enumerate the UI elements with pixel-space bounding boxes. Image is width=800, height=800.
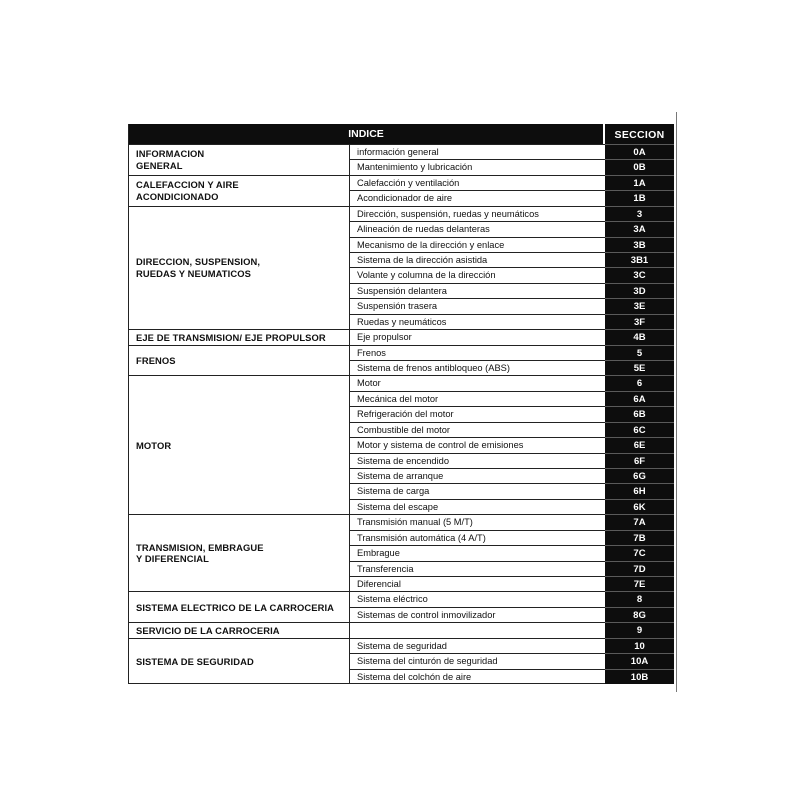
index-entry: Diferencial [349, 576, 605, 591]
section-code: 7B [605, 530, 674, 545]
section-code: 6C [605, 422, 674, 437]
header-seccion: SECCION [614, 129, 665, 141]
table-header [129, 124, 674, 144]
section-code: 3B1 [605, 252, 674, 267]
index-entry: Transmisión automática (4 A/T) [349, 530, 605, 545]
section-code: 8G [605, 607, 674, 622]
index-entry: Ruedas y neumáticos [349, 314, 605, 329]
index-entry: Acondicionador de aire [349, 190, 605, 205]
index-entry: Sistema eléctrico [349, 591, 605, 606]
index-entry: Calefacción y ventilación [349, 175, 605, 190]
index-entry: Transmisión manual (5 M/T) [349, 514, 605, 529]
section-code: 6E [605, 437, 674, 452]
section-code: 3C [605, 267, 674, 282]
section-code: 7C [605, 545, 674, 560]
index-entry: Dirección, suspensión, ruedas y neumáticos [349, 206, 605, 221]
section-code: 6G [605, 468, 674, 483]
index-entry: Mecanismo de la dirección y enlace [349, 237, 605, 252]
section-code: 4B [605, 329, 674, 344]
section-code: 1A [605, 175, 674, 190]
group-cell [129, 375, 349, 514]
index-entry: Suspensión trasera [349, 298, 605, 313]
index-entry: Sistemas de control inmovilizador [349, 607, 605, 622]
section-code: 9 [605, 622, 674, 637]
index-entry: Embrague [349, 545, 605, 560]
section-code: 6K [605, 499, 674, 514]
section-code: 3 [605, 206, 674, 221]
group-label: SERVICIO DE LA CARROCERIA [136, 624, 280, 636]
index-entry: Sistema de seguridad [349, 638, 605, 653]
section-code: 6H [605, 483, 674, 498]
section-code: 7E [605, 576, 674, 591]
index-entry: Sistema de la dirección asistida [349, 252, 605, 267]
page-edge-line [676, 112, 677, 692]
section-code: 5E [605, 360, 674, 375]
index-entry: Sistema del colchón de aire [349, 669, 605, 684]
index-entry: Mantenimiento y lubricación [349, 159, 605, 174]
index-entry: Combustible del motor [349, 422, 605, 437]
section-code: 6B [605, 406, 674, 421]
group-label: INFORMACION GENERAL [136, 148, 205, 171]
section-code: 7D [605, 561, 674, 576]
section-code: 3E [605, 298, 674, 313]
section-code: 3D [605, 283, 674, 298]
index-table [128, 124, 673, 684]
index-entry: Sistema de frenos antibloqueo (ABS) [349, 360, 605, 375]
section-code: 8 [605, 591, 674, 606]
index-entry: Sistema del cinturón de seguridad [349, 653, 605, 668]
section-code: 10 [605, 638, 674, 653]
group-cell [129, 591, 349, 622]
index-entry [349, 622, 605, 637]
index-entry: Motor [349, 375, 605, 390]
section-code: 5 [605, 345, 674, 360]
index-entry: información general [349, 144, 605, 159]
group-cell [129, 175, 349, 206]
group-cell [129, 638, 349, 684]
index-entry: Sistema de encendido [349, 453, 605, 468]
index-entry: Eje propulsor [349, 329, 605, 344]
group-label: SISTEMA ELECTRICO DE LA CARROCERIA [136, 601, 335, 613]
index-entry: Motor y sistema de control de emisiones [349, 437, 605, 452]
group-cell [129, 514, 349, 591]
group-label: DIRECCION, SUSPENSION, RUEDAS Y NEUMATICOS [136, 256, 261, 279]
section-code: 0B [605, 159, 674, 174]
group-cell [129, 206, 349, 329]
group-cell [129, 345, 349, 376]
section-code: 0A [605, 144, 674, 159]
section-code: 7A [605, 514, 674, 529]
index-entry: Volante y columna de la dirección [349, 267, 605, 282]
section-code: 3F [605, 314, 674, 329]
group-cell [129, 144, 349, 175]
index-entry: Alineación de ruedas delanteras [349, 221, 605, 236]
section-code: 1B [605, 190, 674, 205]
group-label: MOTOR [136, 439, 172, 451]
section-code: 10A [605, 653, 674, 668]
group-label: CALEFACCION Y AIRE ACONDICIONADO [136, 179, 239, 202]
section-code: 3B [605, 237, 674, 252]
index-entry: Sistema de carga [349, 483, 605, 498]
index-entry: Sistema de arranque [349, 468, 605, 483]
index-entry: Sistema del escape [349, 499, 605, 514]
index-entry: Transferencia [349, 561, 605, 576]
group-label: TRANSMISION, EMBRAGUE Y DIFERENCIAL [136, 541, 264, 565]
section-code: 10B [605, 669, 674, 684]
section-code: 6F [605, 453, 674, 468]
section-code: 6 [605, 375, 674, 390]
group-label: SISTEMA DE SEGURIDAD [136, 655, 254, 667]
index-entry: Frenos [349, 345, 605, 360]
group-label: FRENOS [136, 354, 176, 366]
group-label: EJE DE TRANSMISION/ EJE PROPULSOR [136, 331, 326, 343]
section-code: 6A [605, 391, 674, 406]
index-entry: Refrigeración del motor [349, 406, 605, 421]
header-indice: INDICE [348, 128, 384, 140]
section-code: 3A [605, 221, 674, 236]
index-entry: Suspensión delantera [349, 283, 605, 298]
index-entry: Mecánica del motor [349, 391, 605, 406]
group-cell [129, 622, 349, 637]
group-cell [129, 329, 349, 344]
